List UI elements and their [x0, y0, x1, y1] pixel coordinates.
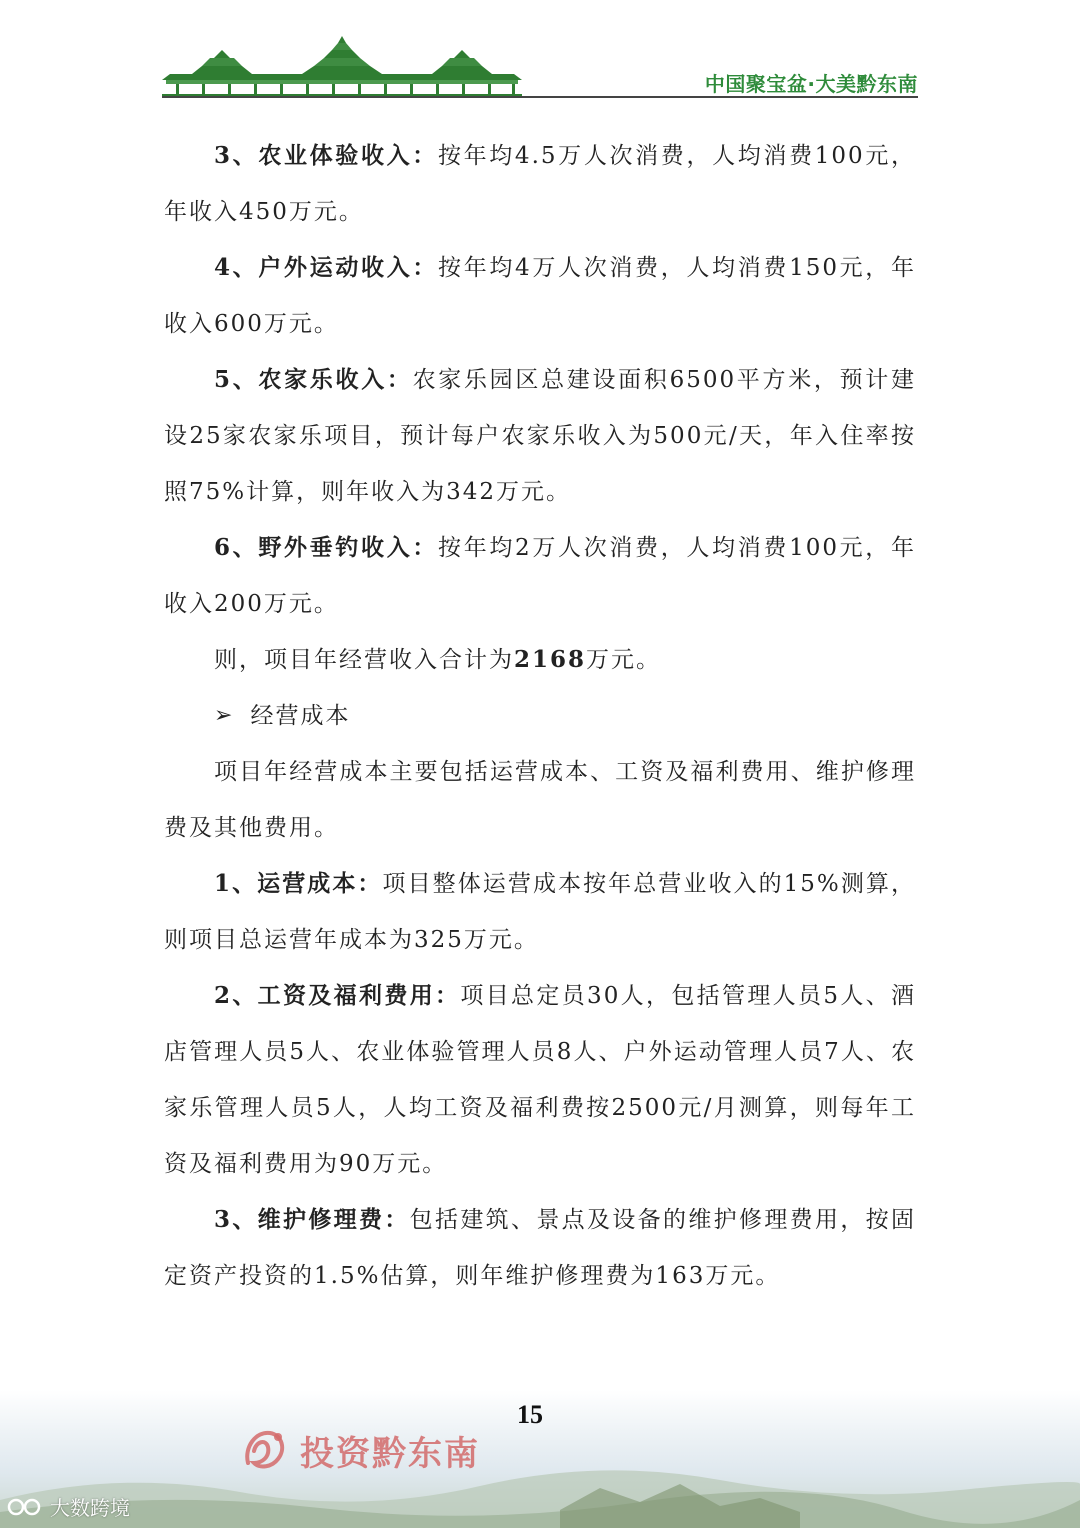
cost-item-maintenance [164, 1192, 916, 1304]
income-item-outdoor [164, 240, 916, 352]
watermark-text: 大数跨境 [50, 1496, 130, 1520]
cost-intro: 项目年经营成本主要包括运营成本、工资及福利费用、维护修理费及其他费用。 [164, 759, 916, 841]
footer-logo [238, 1420, 508, 1480]
cost-item-operation [164, 856, 916, 968]
watermark-logo-icon [6, 1496, 46, 1518]
income-total-amount: 2168 [514, 646, 587, 673]
document-body [164, 128, 916, 1304]
header-slogan: 中国聚宝盆·大美黔东南 [704, 72, 918, 96]
income-total [164, 632, 916, 688]
income-item-text: 按年均4.5万人次消费，人均消费100元，年收入450万元。 [164, 143, 916, 225]
income-total-suffix: 万元。 [586, 647, 662, 673]
income-total-prefix: 则，项目年经营收入合计为 [214, 647, 514, 673]
cost-item-label: 2、工资及福利费用： [214, 982, 461, 1009]
mountain-landscape-icon [0, 1440, 1080, 1528]
cost-item-text: 项目整体运营成本按年总营业收入的15%测算，则项目总运营年成本为325万元。 [164, 871, 916, 953]
cost-item-label: 1、运营成本： [214, 870, 383, 897]
income-item-label: 5、农家乐收入： [214, 366, 413, 393]
income-item-text: 按年均2万人次消费，人均消费100元，年收入200万元。 [164, 535, 916, 617]
source-watermark [6, 1492, 130, 1521]
page-header [0, 0, 1080, 110]
cost-item-label: 3、维护修理费： [214, 1206, 410, 1233]
cost-item-salary [164, 968, 916, 1192]
income-item-fishing [164, 520, 916, 632]
income-item-label: 4、户外运动收入： [214, 254, 439, 281]
income-item-text: 按年均4万人次消费，人均消费150元，年收入600万元。 [164, 255, 916, 337]
income-item-agriculture [164, 128, 916, 240]
income-item-farmhouse [164, 352, 916, 520]
footer-logo-text: 投资黔东南 [300, 1433, 480, 1474]
header-divider [162, 96, 918, 98]
income-item-label: 6、野外垂钓收入： [214, 534, 439, 561]
arrow-bullet-icon: ➢ [214, 703, 235, 728]
cost-item-text: 项目总定员30人，包括管理人员5人、酒店管理人员5人、农业体验管理人员8人、户外运动管理人员7人、农家乐管理人员5人，人均工资及福利费按2500元/月测算，则每年工资及福利费用为90万元。 [164, 983, 916, 1177]
income-item-text: 农家乐园区总建设面积6500平方米，预计建设25家农家乐项目，预计每户农家乐收入为500元/天，年入住率按照75%计算，则年收入为342万元。 [164, 367, 916, 505]
section-heading-operating-cost [214, 688, 916, 744]
drum-tower-roofline-icon [162, 34, 522, 98]
cost-item-text: 包括建筑、景点及设备的维护修理费用，按固定资产投资的1.5%估算，则年维护修理费为163万元。 [164, 1207, 916, 1289]
section-heading-text: 经营成本 [250, 703, 351, 729]
page-number: 15 [517, 1400, 543, 1429]
income-item-label: 3、农业体验收入： [214, 142, 438, 169]
logo-seal-icon [238, 1423, 292, 1477]
